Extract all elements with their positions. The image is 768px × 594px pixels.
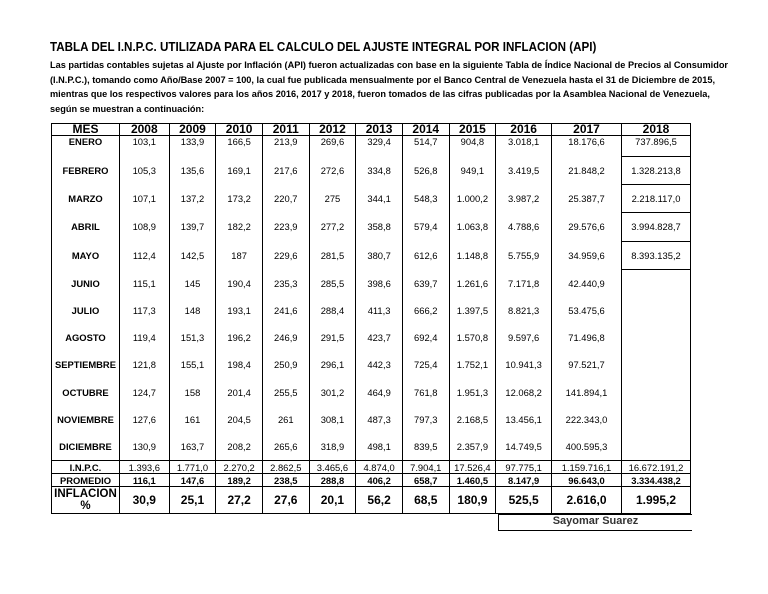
value-cell: 241,6 (262, 297, 309, 324)
value-cell: 1.148,8 (449, 241, 496, 269)
value-cell: 2.168,5 (449, 406, 496, 433)
value-cell: 281,5 (309, 241, 356, 269)
value-cell: 514,7 (402, 136, 449, 157)
column-header-year: 2011 (262, 124, 309, 136)
month-label: JULIO (52, 297, 120, 324)
value-cell: 8.393.135,2 (622, 241, 691, 269)
value-cell: 115,1 (119, 269, 169, 297)
value-cell: 288,8 (309, 474, 356, 487)
value-cell: 173,2 (216, 185, 263, 213)
value-cell: 275 (309, 185, 356, 213)
month-row (52, 406, 691, 433)
value-cell: 487,3 (356, 406, 403, 433)
value-cell: 269,6 (309, 136, 356, 157)
inflation-value: 525,5 (496, 487, 552, 514)
table-header (52, 124, 691, 136)
value-cell: 14.749,5 (496, 433, 552, 461)
document-title: TABLA DEL I.N.P.C. UTILIZADA PARA EL CALCULO DEL AJUSTE INTEGRAL POR INFLACION (API) (50, 40, 597, 54)
value-cell: 1.570,8 (449, 324, 496, 351)
column-header-year: 2008 (119, 124, 169, 136)
value-cell: 13.456,1 (496, 406, 552, 433)
value-cell: 71.496,8 (552, 324, 622, 351)
value-cell: 17.526,4 (449, 461, 496, 474)
value-cell: 34.959,6 (552, 241, 622, 269)
inflation-value: 180,9 (449, 487, 496, 514)
month-label: ABRIL (52, 213, 120, 241)
month-label: FEBRERO (52, 157, 120, 185)
column-header-year: 2013 (356, 124, 403, 136)
value-cell: 464,9 (356, 379, 403, 406)
value-cell: 96.643,0 (552, 474, 622, 487)
row-label: PROMEDIO (52, 474, 120, 487)
inflation-value: 27,6 (262, 487, 309, 514)
month-row (52, 136, 691, 157)
value-cell: 296,1 (309, 351, 356, 378)
value-cell: 1.460,5 (449, 474, 496, 487)
value-cell: 213,9 (262, 136, 309, 157)
value-cell: 29.576,6 (552, 213, 622, 241)
value-cell: 201,4 (216, 379, 263, 406)
intro-line: mientras que los respectivos valores para los años 2016, 2017 y 2018, fueron tomados de las cifras publicadas por la Asamblea Nacional de Venezuela, (50, 89, 710, 100)
value-cell: 250,9 (262, 351, 309, 378)
value-cell: 166,5 (216, 136, 263, 157)
inflation-value: 27,2 (216, 487, 263, 514)
value-cell (622, 406, 691, 433)
month-label: MARZO (52, 185, 120, 213)
value-cell: 121,8 (119, 351, 169, 378)
value-cell: 163,7 (169, 433, 216, 461)
value-cell: 103,1 (119, 136, 169, 157)
value-cell: 16.672.191,2 (622, 461, 691, 474)
column-header-year: 2010 (216, 124, 263, 136)
value-cell: 761,8 (402, 379, 449, 406)
value-cell: 3.987,2 (496, 185, 552, 213)
value-cell: 639,7 (402, 269, 449, 297)
value-cell: 3.419,5 (496, 157, 552, 185)
column-header-year: 2015 (449, 124, 496, 136)
value-cell: 3.994.828,7 (622, 213, 691, 241)
value-cell: 196,2 (216, 324, 263, 351)
header-row (52, 124, 691, 136)
value-cell: 579,4 (402, 213, 449, 241)
value-cell: 108,9 (119, 213, 169, 241)
value-cell (622, 269, 691, 297)
value-cell: 1.951,3 (449, 379, 496, 406)
value-cell: 25.387,7 (552, 185, 622, 213)
value-cell: 158 (169, 379, 216, 406)
value-cell: 105,3 (119, 157, 169, 185)
value-cell: 5.755,9 (496, 241, 552, 269)
intro-line: Las partidas contables sujetas al Ajuste por Inflación (API) fueron actualizadas con base en la siguiente Tabla de Índice Nacional de Precios al Consumidor (50, 60, 729, 70)
value-cell: 1.261,6 (449, 269, 496, 297)
value-cell: 380,7 (356, 241, 403, 269)
value-cell: 189,2 (216, 474, 263, 487)
value-cell: 526,8 (402, 157, 449, 185)
value-cell: 9.597,6 (496, 324, 552, 351)
month-row (52, 269, 691, 297)
value-cell: 272,6 (309, 157, 356, 185)
value-cell: 21.848,2 (552, 157, 622, 185)
inflation-value: 30,9 (119, 487, 169, 514)
value-cell: 97.775,1 (496, 461, 552, 474)
inflation-value: 1.995,2 (622, 487, 691, 514)
value-cell: 1.397,5 (449, 297, 496, 324)
month-label: AGOSTO (52, 324, 120, 351)
value-cell: 1.063,8 (449, 213, 496, 241)
value-cell: 130,9 (119, 433, 169, 461)
column-header-year: 2017 (552, 124, 622, 136)
value-cell: 127,6 (119, 406, 169, 433)
value-cell: 10.941,3 (496, 351, 552, 378)
value-cell: 1.159.716,1 (552, 461, 622, 474)
value-cell (622, 297, 691, 324)
value-cell: 291,5 (309, 324, 356, 351)
value-cell: 12.068,2 (496, 379, 552, 406)
value-cell: 308,1 (309, 406, 356, 433)
inflation-value: 25,1 (169, 487, 216, 514)
value-cell: 141.894,1 (552, 379, 622, 406)
value-cell: 442,3 (356, 351, 403, 378)
value-cell: 148 (169, 297, 216, 324)
value-cell: 423,7 (356, 324, 403, 351)
value-cell: 344,1 (356, 185, 403, 213)
value-cell: 137,2 (169, 185, 216, 213)
value-cell: 949,1 (449, 157, 496, 185)
value-cell: 288,4 (309, 297, 356, 324)
month-label: DICIEMBRE (52, 433, 120, 461)
month-row (52, 297, 691, 324)
inflation-value: 68,5 (402, 487, 449, 514)
month-label: NOVIEMBRE (52, 406, 120, 433)
inflacion-label-line: INFLACION (54, 488, 117, 501)
value-cell: 3.334.438,2 (622, 474, 691, 487)
column-header-year: 2018 (622, 124, 691, 136)
value-cell: 139,7 (169, 213, 216, 241)
value-cell: 208,2 (216, 433, 263, 461)
inflation-value: 20,1 (309, 487, 356, 514)
value-cell: 42.440,9 (552, 269, 622, 297)
inflacion-label-line: % (80, 500, 91, 513)
value-cell: 285,5 (309, 269, 356, 297)
month-row (52, 157, 691, 185)
value-cell (622, 351, 691, 378)
value-cell: 53.475,6 (552, 297, 622, 324)
intro-line: (I.N.P.C.), tomando como Año/Base 2007 = 100, la cual fue publicada mensualmente por el Banco Central de Venezuela hasta el 31 de Diciembre de 2015, (50, 74, 716, 85)
value-cell: 406,2 (356, 474, 403, 487)
month-label: MAYO (52, 241, 120, 269)
month-row (52, 241, 691, 269)
value-cell: 658,7 (402, 474, 449, 487)
value-cell: 398,6 (356, 269, 403, 297)
value-cell: 238,5 (262, 474, 309, 487)
intro-paragraph (50, 58, 750, 116)
value-cell: 97.521,7 (552, 351, 622, 378)
summary-rows (52, 461, 691, 487)
value-cell: 411,3 (356, 297, 403, 324)
value-cell: 198,4 (216, 351, 263, 378)
value-cell: 2.218.117,0 (622, 185, 691, 213)
column-header-year: 2009 (169, 124, 216, 136)
value-cell: 151,3 (169, 324, 216, 351)
value-cell: 193,1 (216, 297, 263, 324)
value-cell: 548,3 (402, 185, 449, 213)
value-cell: 117,3 (119, 297, 169, 324)
value-cell: 2.862,5 (262, 461, 309, 474)
intro-line: según se muestran a continuación: (50, 103, 205, 114)
inpc-table (51, 123, 691, 514)
value-cell: 612,6 (402, 241, 449, 269)
value-cell: 220,7 (262, 185, 309, 213)
inflation-value: 56,2 (356, 487, 403, 514)
value-cell: 4.874,0 (356, 461, 403, 474)
inflation-rows (52, 487, 691, 514)
value-cell: 400.595,3 (552, 433, 622, 461)
month-row (52, 379, 691, 406)
value-cell: 116,1 (119, 474, 169, 487)
value-cell: 161 (169, 406, 216, 433)
value-cell: 190,4 (216, 269, 263, 297)
value-cell: 3.018,1 (496, 136, 552, 157)
value-cell: 261 (262, 406, 309, 433)
column-header-year: 2016 (496, 124, 552, 136)
value-cell: 155,1 (169, 351, 216, 378)
value-cell: 124,7 (119, 379, 169, 406)
month-label: OCTUBRE (52, 379, 120, 406)
value-cell: 107,1 (119, 185, 169, 213)
value-cell: 2.357,9 (449, 433, 496, 461)
value-cell: 229,6 (262, 241, 309, 269)
value-cell: 7.171,8 (496, 269, 552, 297)
value-cell: 112,4 (119, 241, 169, 269)
value-cell: 18.176,6 (552, 136, 622, 157)
value-cell: 692,4 (402, 324, 449, 351)
value-cell: 8.147,9 (496, 474, 552, 487)
month-label: ENERO (52, 136, 120, 157)
value-cell: 119,4 (119, 324, 169, 351)
value-cell: 217,6 (262, 157, 309, 185)
value-cell: 2.270,2 (216, 461, 263, 474)
value-cell: 797,3 (402, 406, 449, 433)
value-cell: 187 (216, 241, 263, 269)
value-cell: 145 (169, 269, 216, 297)
month-row (52, 213, 691, 241)
value-cell: 147,6 (169, 474, 216, 487)
value-cell: 1.771,0 (169, 461, 216, 474)
month-label: SEPTIEMBRE (52, 351, 120, 378)
value-cell: 498,1 (356, 433, 403, 461)
value-cell: 7.904,1 (402, 461, 449, 474)
value-cell: 334,8 (356, 157, 403, 185)
value-cell: 904,8 (449, 136, 496, 157)
value-cell: 1.393,6 (119, 461, 169, 474)
value-cell: 204,5 (216, 406, 263, 433)
value-cell: 133,9 (169, 136, 216, 157)
value-cell: 223,9 (262, 213, 309, 241)
value-cell: 1.328.213,8 (622, 157, 691, 185)
value-cell: 182,2 (216, 213, 263, 241)
column-header-year: 2012 (309, 124, 356, 136)
monthly-rows (52, 136, 691, 461)
inflacion-row (52, 487, 691, 514)
value-cell: 135,6 (169, 157, 216, 185)
value-cell: 8.821,3 (496, 297, 552, 324)
month-row (52, 185, 691, 213)
value-cell: 725,4 (402, 351, 449, 378)
inflacion-label (52, 487, 120, 514)
column-header-year: 2014 (402, 124, 449, 136)
value-cell: 169,1 (216, 157, 263, 185)
value-cell: 255,5 (262, 379, 309, 406)
value-cell: 142,5 (169, 241, 216, 269)
inpc-total-row (52, 461, 691, 474)
value-cell: 358,8 (356, 213, 403, 241)
column-header-mes: MES (52, 124, 120, 136)
signature: Sayomar Suarez (498, 514, 692, 531)
value-cell: 222.343,0 (552, 406, 622, 433)
value-cell: 666,2 (402, 297, 449, 324)
month-row (52, 324, 691, 351)
inflation-value: 2.616,0 (552, 487, 622, 514)
value-cell: 329,4 (356, 136, 403, 157)
value-cell: 3.465,6 (309, 461, 356, 474)
value-cell: 235,3 (262, 269, 309, 297)
value-cell (622, 379, 691, 406)
value-cell: 1.000,2 (449, 185, 496, 213)
value-cell (622, 433, 691, 461)
value-cell (622, 324, 691, 351)
row-label: I.N.P.C. (52, 461, 120, 474)
month-row (52, 433, 691, 461)
promedio-row (52, 474, 691, 487)
value-cell: 4.788,6 (496, 213, 552, 241)
value-cell: 301,2 (309, 379, 356, 406)
value-cell: 246,9 (262, 324, 309, 351)
value-cell: 277,2 (309, 213, 356, 241)
value-cell: 1.752,1 (449, 351, 496, 378)
value-cell: 318,9 (309, 433, 356, 461)
value-cell: 737.896,5 (622, 136, 691, 157)
month-row (52, 351, 691, 378)
value-cell: 265,6 (262, 433, 309, 461)
value-cell: 839,5 (402, 433, 449, 461)
month-label: JUNIO (52, 269, 120, 297)
